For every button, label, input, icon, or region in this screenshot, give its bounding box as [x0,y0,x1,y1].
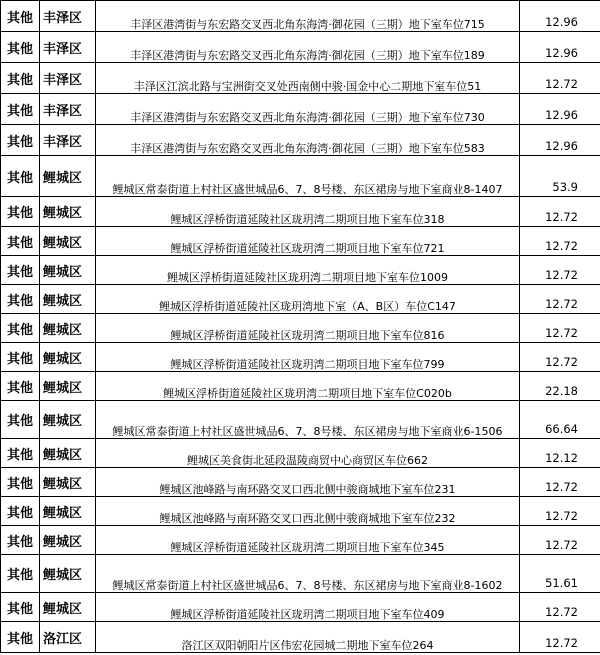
description-cell: 洛江区双阳朝阳片区伟宏花园城二期地下室车位264 [96,622,520,653]
category-cell: 其他 [1,497,40,526]
area-cell: 12.96 [520,1,600,32]
district-cell: 鲤城区 [40,593,96,622]
description-cell: 鲤城区常泰街道上村社区盛世城品6、7、8号楼、东区裙房与地下室商业8-1407 [96,156,520,197]
table-row [1,285,600,314]
area-cell: 12.72 [520,63,600,94]
area-cell: 12.72 [520,526,600,555]
category-cell: 其他 [1,401,40,439]
table-row [1,555,600,593]
area-cell: 12.96 [520,32,600,63]
description-cell: 鲤城区浮桥街道延陵社区珑玥湾二期项目地下室车位318 [96,197,520,227]
description-cell: 丰泽区港湾街与东宏路交叉西北角东海湾·御花园（三期）地下室车位730 [96,94,520,125]
table-row [1,256,600,285]
category-cell: 其他 [1,439,40,468]
category-cell: 其他 [1,227,40,256]
category-cell: 其他 [1,32,40,63]
table-row [1,343,600,372]
area-cell: 12.72 [520,314,600,343]
category-cell: 其他 [1,94,40,125]
category-cell: 其他 [1,63,40,94]
district-cell: 鲤城区 [40,156,96,197]
category-cell: 其他 [1,156,40,197]
category-cell: 其他 [1,125,40,156]
district-cell: 鲤城区 [40,343,96,372]
description-cell: 鲤城区池峰路与南环路交叉口西北侧中骏商城地下室车位231 [96,468,520,497]
table-row [1,227,600,256]
district-cell: 丰泽区 [40,32,96,63]
district-cell: 鲤城区 [40,468,96,497]
table-row [1,156,600,197]
category-cell: 其他 [1,593,40,622]
district-cell: 丰泽区 [40,125,96,156]
description-cell: 鲤城区浮桥街道延陵社区珑玥湾二期项目地下室车位1009 [96,256,520,285]
table-row [1,622,600,653]
table-row [1,372,600,401]
district-cell: 鲤城区 [40,555,96,593]
table-row [1,439,600,468]
description-cell: 鲤城区浮桥街道延陵社区珑玥湾二期项目地下室车位409 [96,593,520,622]
district-cell: 鲤城区 [40,227,96,256]
area-cell: 12.72 [520,593,600,622]
category-cell: 其他 [1,343,40,372]
area-cell: 12.72 [520,343,600,372]
area-cell: 12.96 [520,94,600,125]
area-cell: 66.64 [520,401,600,439]
category-cell: 其他 [1,526,40,555]
district-cell: 鲤城区 [40,497,96,526]
table-row [1,593,600,622]
description-cell: 鲤城区浮桥街道延陵社区珑玥湾二期项目地下室车位816 [96,314,520,343]
description-cell: 鲤城区池峰路与南环路交叉口西北侧中骏商城地下室车位232 [96,497,520,526]
district-cell: 洛江区 [40,622,96,653]
district-cell: 鲤城区 [40,401,96,439]
table-row [1,32,600,63]
district-cell: 鲤城区 [40,256,96,285]
category-cell: 其他 [1,555,40,593]
category-cell: 其他 [1,197,40,227]
table-row [1,526,600,555]
district-cell: 丰泽区 [40,63,96,94]
table-row [1,314,600,343]
description-cell: 鲤城区常泰街道上村社区盛世城品6、7、8号楼、东区裙房与地下室商业8-1602 [96,555,520,593]
area-cell: 12.72 [520,468,600,497]
category-cell: 其他 [1,1,40,32]
district-cell: 鲤城区 [40,314,96,343]
table-row [1,401,600,439]
category-cell: 其他 [1,622,40,653]
district-cell: 丰泽区 [40,94,96,125]
table-row [1,125,600,156]
category-cell: 其他 [1,285,40,314]
table-row [1,63,600,94]
area-cell: 22.18 [520,372,600,401]
category-cell: 其他 [1,314,40,343]
area-cell: 12.96 [520,125,600,156]
table-row [1,497,600,526]
description-cell: 鲤城区浮桥街道延陵社区珑玥湾二期项目地下室车位345 [96,526,520,555]
category-cell: 其他 [1,468,40,497]
category-cell: 其他 [1,372,40,401]
description-cell: 丰泽区港湾街与东宏路交叉西北角东海湾·御花园（三期）地下室车位715 [96,1,520,32]
area-cell: 12.72 [520,256,600,285]
area-cell: 51.61 [520,555,600,593]
description-cell: 鲤城区浮桥街道延陵社区珑玥湾二期项目地下室车位C020b [96,372,520,401]
description-cell: 鲤城区浮桥街道延陵社区珑玥湾二期项目地下室车位721 [96,227,520,256]
district-cell: 鲤城区 [40,285,96,314]
area-cell: 12.72 [520,497,600,526]
area-cell: 12.72 [520,285,600,314]
district-cell: 鲤城区 [40,197,96,227]
area-cell: 12.72 [520,227,600,256]
table-row [1,94,600,125]
district-cell: 鲤城区 [40,372,96,401]
description-cell: 鲤城区浮桥街道延陵社区珑玥湾二期项目地下室车位799 [96,343,520,372]
table-row [1,197,600,227]
district-cell: 丰泽区 [40,1,96,32]
table-row [1,1,600,32]
table-row [1,468,600,497]
description-cell: 丰泽区港湾街与东宏路交叉西北角东海湾·御花园（三期）地下室车位583 [96,125,520,156]
district-cell: 鲤城区 [40,526,96,555]
description-cell: 丰泽区江滨北路与宝洲街交叉处西南侧中骏·国金中心二期地下室车位51 [96,63,520,94]
area-cell: 53.9 [520,156,600,197]
category-cell: 其他 [1,256,40,285]
description-cell: 鲤城区常泰街道上村社区盛世城品6、7、8号楼、东区裙房与地下室商业6-1506 [96,401,520,439]
district-cell: 鲤城区 [40,439,96,468]
area-cell: 12.12 [520,439,600,468]
area-cell: 12.72 [520,622,600,653]
description-cell: 鲤城区美食街北延段温陵商贸中心商贸区车位662 [96,439,520,468]
description-cell: 丰泽区港湾街与东宏路交叉西北角东海湾·御花园（三期）地下室车位189 [96,32,520,63]
area-cell: 12.72 [520,197,600,227]
description-cell: 鲤城区浮桥街道延陵社区珑玥湾地下室（A、B区）车位C147 [96,285,520,314]
